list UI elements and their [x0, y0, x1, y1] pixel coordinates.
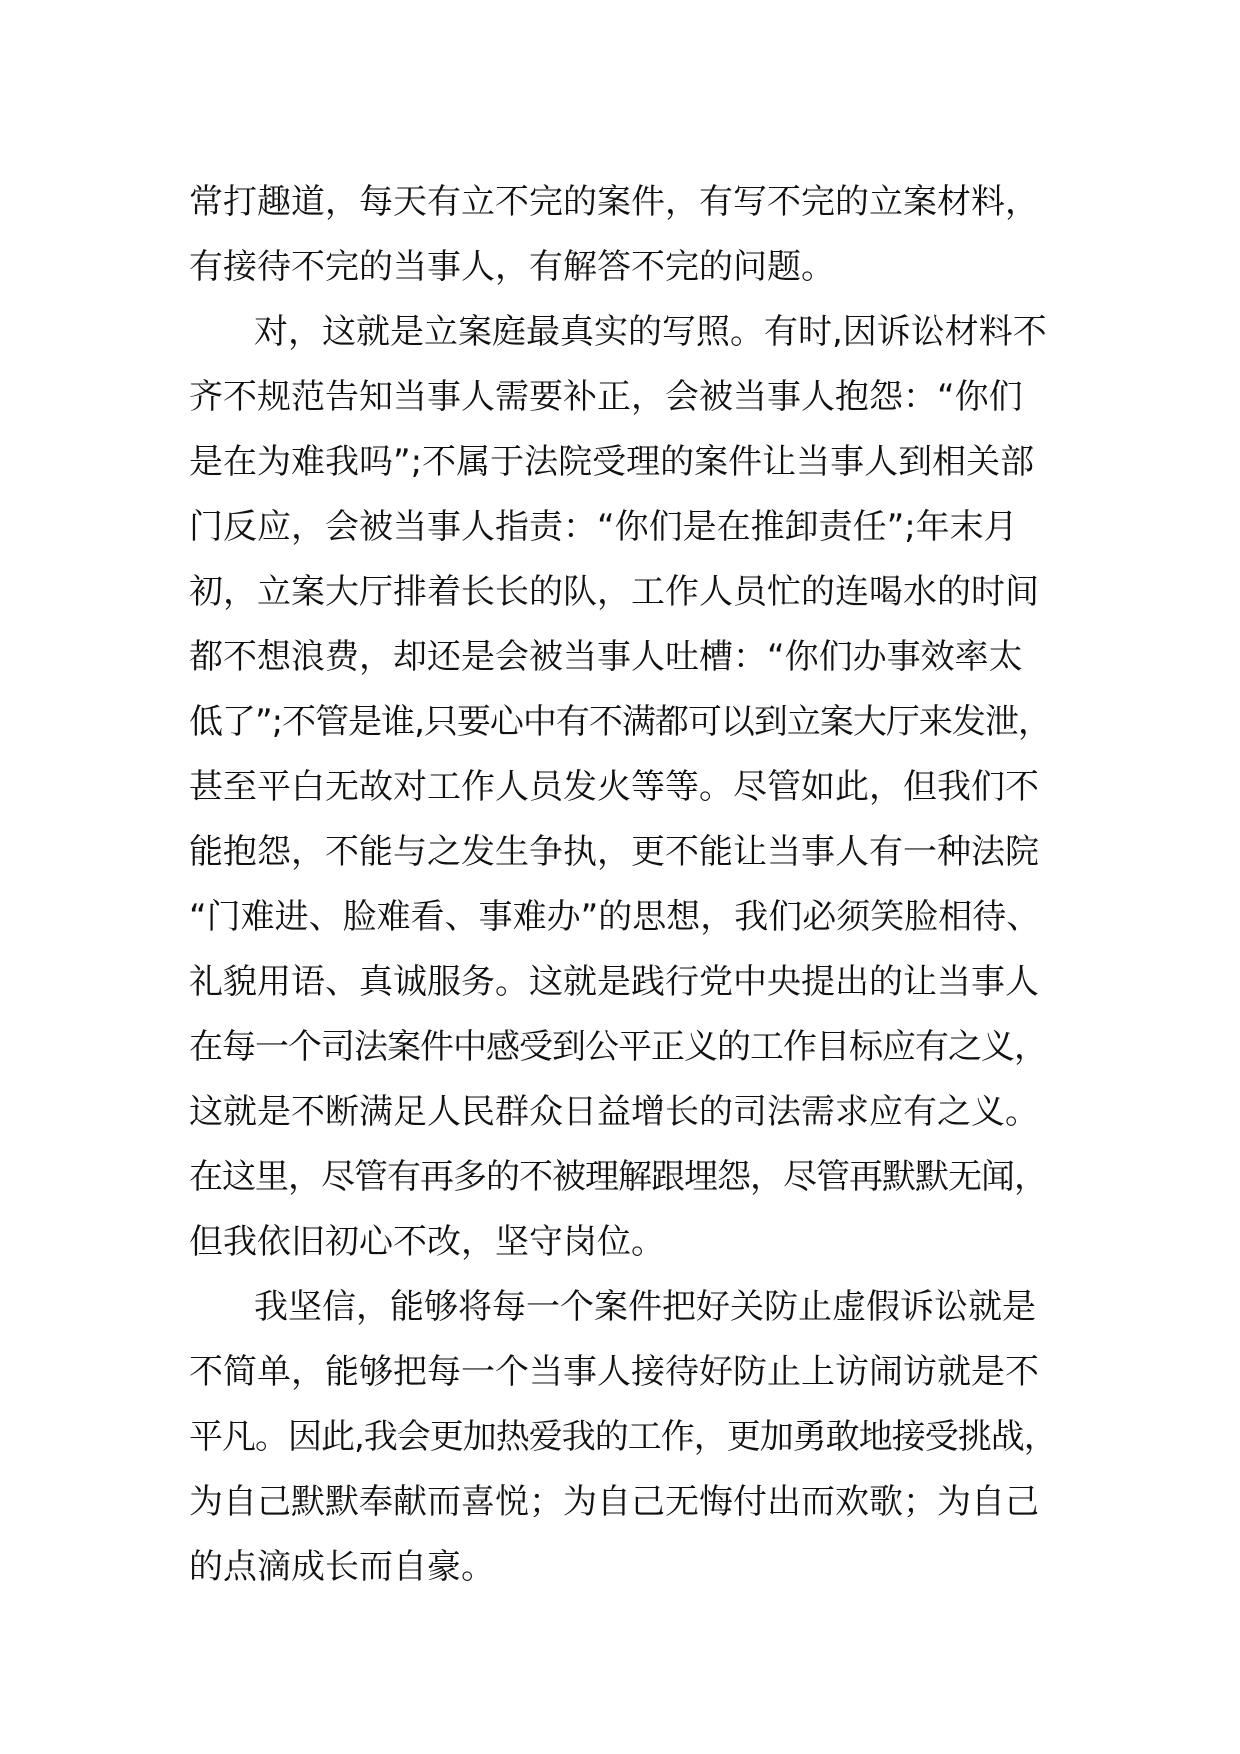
text-line: 低了”;不管是谁,只要心中有不满都可以到立案大厅来发泄，: [189, 702, 1051, 742]
text-line: 礼貌用语、真诚服务。这就是践行党中央提出的让当事人: [189, 962, 1039, 1002]
text-line: 都不想浪费，却还是会被当事人吐槽：“你们办事效率太: [189, 637, 1023, 677]
text-line: 平凡。因此,我会更加热爱我的工作，更加勇敢地接受挑战，: [189, 1417, 1057, 1457]
text-line: 甚至平白无故对工作人员发火等等。尽管如此，但我们不: [189, 767, 1039, 807]
text-line: 初，立案大厅排着长长的队，工作人员忙的连喝水的时间: [189, 572, 1039, 612]
paragraph-start-line: 对，这就是立案庭最真实的写照。有时,因诉讼材料不: [254, 312, 1047, 352]
text-line: 在每一个司法案件中感受到公平正义的工作目标应有之义，: [189, 1027, 1047, 1067]
text-line: 的点滴成长而自豪。: [189, 1547, 495, 1587]
text-line: 常打趣道，每天有立不完的案件，有写不完的立案材料，: [189, 182, 1039, 222]
text-line: 能抱怨，不能与之发生争执，更不能让当事人有一种法院: [189, 832, 1039, 872]
text-line: 是在为难我吗”;不属于法院受理的案件让当事人到相关部: [189, 442, 1035, 482]
text-line: “门难进、脸难看、事难办”的思想，我们必须笑脸相待、: [189, 897, 1041, 937]
text-line: 门反应，会被当事人指责：“你们是在推卸责任”;年末月: [189, 507, 1018, 547]
text-line: 齐不规范告知当事人需要补正，会被当事人抱怨：“你们: [189, 377, 1023, 417]
paragraph-start-line: 我坚信，能够将每一个案件把好关防止虚假诉讼就是: [254, 1287, 1036, 1327]
text-line: 但我依旧初心不改，坚守岗位。: [189, 1222, 665, 1262]
body-text: [189, 170, 1089, 1600]
text-line: 为自己默默奉献而喜悦；为自己无悔付出而欢歌；为自己: [189, 1482, 1039, 1522]
text-line: 不简单，能够把每一个当事人接待好防止上访闹访就是不: [189, 1352, 1039, 1392]
text-line: 有接待不完的当事人，有解答不完的问题。: [189, 247, 835, 287]
text-line: 在这里，尽管有再多的不被理解跟埋怨，尽管再默默无闻，: [189, 1157, 1047, 1197]
text-line: 这就是不断满足人民群众日益增长的司法需求应有之义。: [189, 1092, 1039, 1132]
